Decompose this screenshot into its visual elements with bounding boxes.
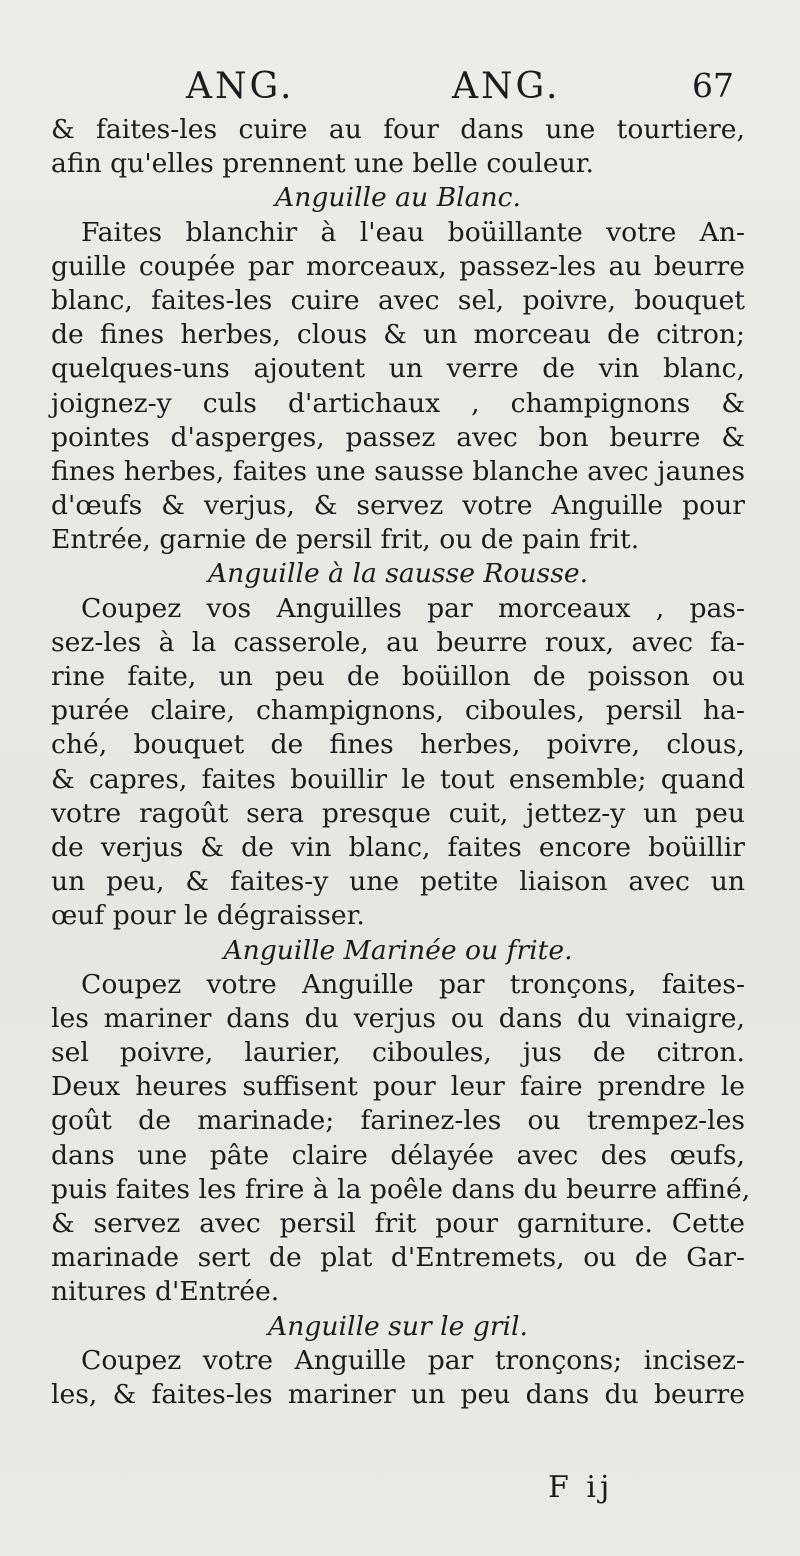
text-line: ché, bouquet de fines herbes, poivre, clous, — [51, 729, 745, 761]
text-line: pointes d'asperges, passez avec bon beurre & — [51, 421, 745, 453]
text-line: sez-les à la casserole, au beurre roux, avec fa- — [51, 626, 745, 658]
text-line: puis faites les frire à la poêle dans du beurre affiné, — [51, 1173, 751, 1205]
text-line: fines herbes, faites une sausse blanche avec jaunes — [51, 455, 745, 487]
text-line: Coupez votre Anguille par tronçons, faites- — [81, 968, 745, 1000]
text-line: un peu, & faites-y une petite liaison avec un — [51, 866, 745, 898]
section-heading: Anguille Marinée ou frite. — [223, 934, 573, 966]
text-line: afin qu'elles prennent une belle couleur. — [51, 148, 595, 180]
text-line: œuf pour le dégraisser. — [51, 900, 365, 932]
text-line: & faites-les cuire au four dans une tourtiere, — [51, 114, 745, 145]
text-line: & capres, faites bouillir le tout ensemble; quand — [51, 763, 745, 795]
text-line: de fines herbes, clous & un morceau de citron; — [51, 319, 745, 351]
signature-mark: F ij — [548, 1470, 614, 1505]
text-line: Entrée, garnie de persil frit, ou de pain frit. — [51, 524, 640, 556]
text-line: & servez avec persil frit pour garniture. Cette — [51, 1208, 745, 1239]
text-line: d'œufs & verjus, & servez votre Anguille pour — [51, 490, 745, 522]
text-line: guille coupée par morceaux, passez-les au beurre — [51, 250, 745, 282]
text-line: Faites blanchir à l'eau boüillante votre An- — [81, 216, 745, 248]
text-line: Coupez votre Anguille par tronçons; incisez- — [81, 1344, 745, 1376]
text-line: Deux heures suffisent pour leur faire prendre le — [51, 1071, 745, 1103]
header-right: ANG. — [452, 66, 561, 107]
text-line: Coupez vos Anguilles par morceaux , pas- — [81, 592, 745, 624]
text-line: les mariner dans du verjus ou dans du vinaigre, — [51, 1002, 745, 1034]
text-line: marinade sert de plat d'Entremets, ou de Gar- — [51, 1242, 745, 1274]
text-line: blanc, faites-les cuire avec sel, poivre, bouquet — [51, 284, 745, 316]
text-line: goût de marinade; farinez-les ou trempez-les — [51, 1105, 745, 1137]
text-line: les, & faites-les mariner un peu dans du beurre — [51, 1378, 745, 1410]
text-line: dans une pâte claire délayée avec des œufs, — [51, 1139, 745, 1171]
page-number: 67 — [692, 66, 734, 105]
section-heading: Anguille sur le gril. — [267, 1310, 529, 1342]
text-line: quelques-uns ajoutent un verre de vin blanc, — [51, 353, 745, 385]
running-header — [0, 66, 800, 112]
page-body — [51, 113, 751, 1412]
text-line: rine faite, un peu de boüillon de poisson ou — [51, 661, 745, 692]
text-line: de verjus & de vin blanc, faites encore boüillir — [51, 831, 745, 863]
section-heading: Anguille à la sausse Rousse. — [207, 558, 589, 590]
text-line: nitures d'Entrée. — [51, 1276, 280, 1308]
section-heading: Anguille au Blanc. — [274, 182, 521, 214]
text-line: purée claire, champignons, ciboules, persil ha- — [51, 695, 745, 727]
text-line: votre ragoût sera presque cuit, jettez-y un peu — [51, 797, 745, 829]
header-left: ANG. — [186, 66, 295, 107]
text-line: sel poivre, laurier, ciboules, jus de citron. — [51, 1037, 745, 1069]
text-line: joignez-y culs d'artichaux , champignons & — [51, 387, 745, 419]
